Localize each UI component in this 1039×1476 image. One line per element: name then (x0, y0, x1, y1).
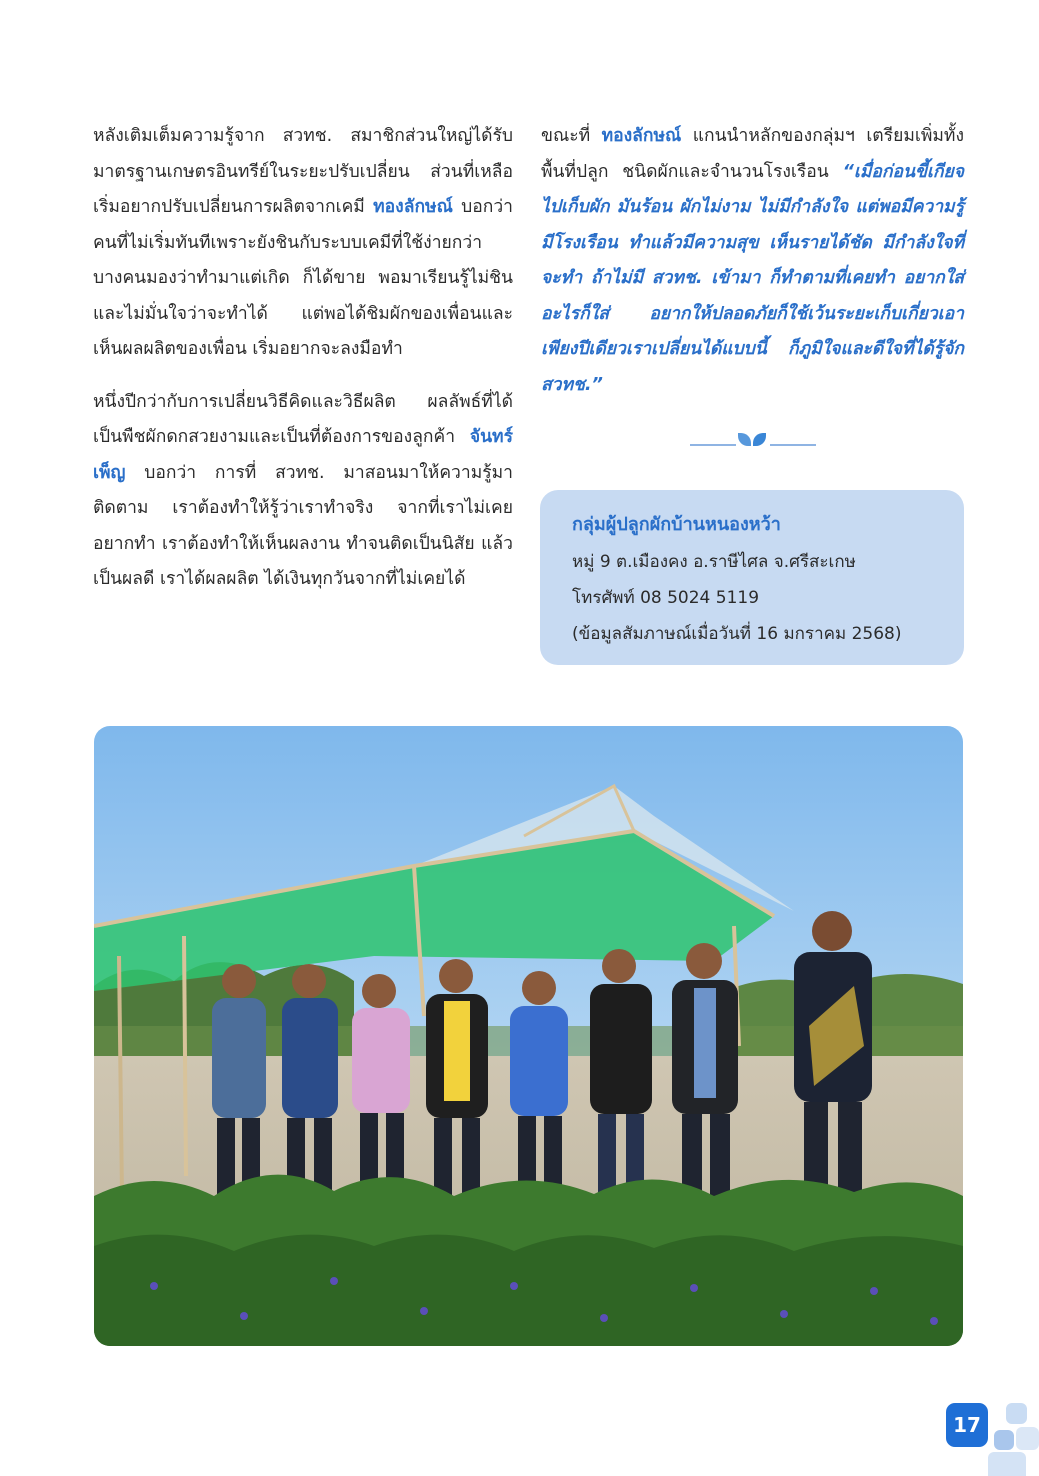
right-column (541, 119, 964, 403)
contact-info-box (540, 490, 964, 665)
divider-line (690, 444, 736, 446)
decorative-square (1016, 1427, 1039, 1450)
paragraph-2: หนึ่งปีกว่ากับการเปลี่ยนวิธีคิดและวิธีผลิต ผลลัพธ์ที่ได้เป็นพืชผักดกสวยงามและเป็นที่ต้องการของลูกค้า จันทร์เพ็ญ บอกว่า การที่ สวทช. มาสอนมาให้ความรู้มาติดตาม เราต้องทำให้รู้ว่าเราทำจริง จากที่เราไม่เคยอยากทำ เราต้องทำให้เห็นผลงาน ทำจนติดเป็นนิสัย แล้วเป็นผลดี เราได้ผลผลิต ได้เงินทุกวันจากที่ไม่เคยได้ (93, 391, 513, 589)
decorative-square (994, 1430, 1014, 1450)
person-name-highlight: จันทร์เพ็ญ (93, 427, 513, 483)
divider-line (770, 444, 816, 446)
leaf-icon (753, 433, 766, 446)
group-name: กลุ่มผู้ปลูกผักบ้านหนองหว้า (572, 514, 781, 535)
leaf-icon (738, 433, 751, 446)
group-phone: โทรศัพท์ 08 5024 5119 (572, 588, 760, 608)
decorative-square (1006, 1403, 1027, 1424)
interview-date-note: (ข้อมูลสัมภาษณ์เมื่อวันที่ 16 มกราคม 2568) (572, 624, 902, 644)
left-column (93, 119, 513, 598)
group-photo (94, 726, 963, 1346)
quote-text: “เมื่อก่อนขี้เกียจไปเก็บผัก มันร้อน ผักไม่งาม ไม่มีกำลังใจ แต่พอมีความรู้ มีโรงเรือน ทำแล้วมีความสุข เห็นรายได้ชัด มีกำลังใจที่จะทำ ถ้าไม่มี สวทช. เข้ามา ก็ทำตามที่เคยทำ อยากใส่อะไรก็ใส่ อยากให้ปลอดภัยก็ใช้เว้นระยะเก็บเกี่ยวเอา เพียงปีเดียวเราเปลี่ยนได้แบบนี้ ก็ภูมิใจและดีใจที่ได้รู้จัก สวทช.” (541, 161, 964, 395)
group-address: หมู่ 9 ต.เมืองคง อ.ราษีไศล จ.ศรีสะเกษ (572, 552, 856, 572)
person-name-highlight: ทองลักษณ์ (373, 197, 453, 217)
leaf-divider-ornament (690, 430, 816, 450)
decorative-square (988, 1452, 1026, 1476)
paragraph-1: หลังเติมเต็มความรู้จาก สวทช. สมาชิกส่วนใหญ่ได้รับมาตรฐานเกษตรอินทรีย์ในระยะปรับเปลี่ยน ส่วนที่เหลือเริ่มอยากปรับเปลี่ยนการผลิตจากเคมี ทองลักษณ์ บอกว่าคนที่ไม่เริ่มทันทีเพราะยังชินกับระบบเคมีที่ใช้ง่ายกว่า บางคนมองว่าทำมาแต่เกิด ก็ได้ขาย พอมาเรียนรู้ไม่ชินและไม่มั่นใจว่าจะทำได้ แต่พอได้ชิมผักของเพื่อนและเห็นผลผลิตของเพื่อน เริ่มอยากจะลงมือทำ (93, 126, 513, 359)
person-name-highlight: ทองลักษณ์ (601, 126, 682, 146)
group-photo-illustration (94, 726, 963, 1346)
page-number: 17 (946, 1403, 988, 1447)
paragraph-3: ขณะที่ ทองลักษณ์ แกนนำหลักของกลุ่มฯ เตรียมเพิ่มทั้งพื้นที่ปลูก ชนิดผักและจำนวนโรงเรือน “เมื่อก่อนขี้เกียจไปเก็บผัก มันร้อน ผักไม่งาม ไม่มีกำลังใจ แต่พอมีความรู้ มีโรงเรือน ทำแล้วมีความสุข เห็นรายได้ชัด มีกำลังใจที่จะทำ ถ้าไม่มี สวทช. เข้ามา ก็ทำตามที่เคยทำ อยากใส่อะไรก็ใส่ อยากให้ปลอดภัยก็ใช้เว้นระยะเก็บเกี่ยวเอา เพียงปีเดียวเราเปลี่ยนได้แบบนี้ ก็ภูมิใจและดีใจที่ได้รู้จัก สวทช.” (541, 126, 964, 395)
